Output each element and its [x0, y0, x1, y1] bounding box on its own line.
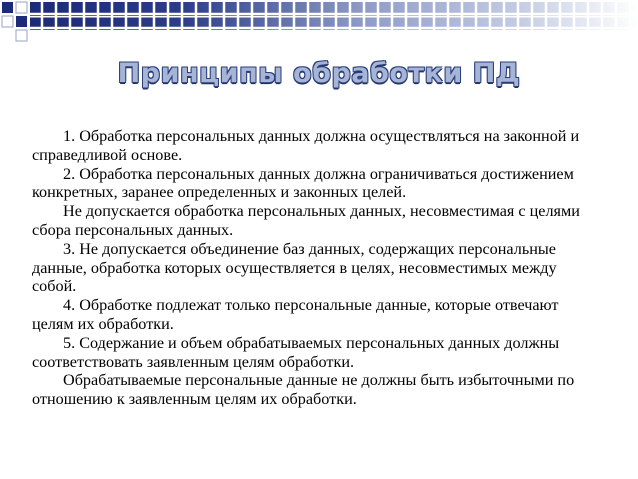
principle-paragraph: 1. Обработка персональных данных должна осуществляться на законной и справедливой основе. — [32, 127, 580, 164]
principle-paragraph: Не допускается обработка персональных данных, несовместимая с целями сбора персональных данных. — [32, 202, 580, 239]
principle-paragraph: 4. Обработке подлежат только персональные данные, которые отвечают целям их обработки. — [32, 296, 559, 333]
principle-paragraph: 2. Обработка персональных данных должна ограничиваться достижением конкретных, заранее определенных и законных целей. — [32, 164, 574, 202]
principle-paragraph: Обрабатываемые персональные данные не должны быть избыточными по отношению к заявленным целям их обработки. — [32, 371, 575, 409]
corner-squares — [2, 2, 27, 41]
principle-paragraph: 5. Содержание и объем обрабатываемых персональных данных должны соответствовать заявленным целям обработки. — [32, 333, 560, 371]
gradient-square-band — [30, 2, 638, 30]
slide-title: Принципы обработки ПД — [117, 58, 521, 89]
decorative-header-squares — [0, 0, 638, 48]
principle-paragraph: 3. Не допускается объединение баз данных, содержащих персональные данные, обработка которых осуществляется в целях, несовместимых между собой. — [32, 239, 557, 296]
slide-body — [32, 127, 592, 409]
